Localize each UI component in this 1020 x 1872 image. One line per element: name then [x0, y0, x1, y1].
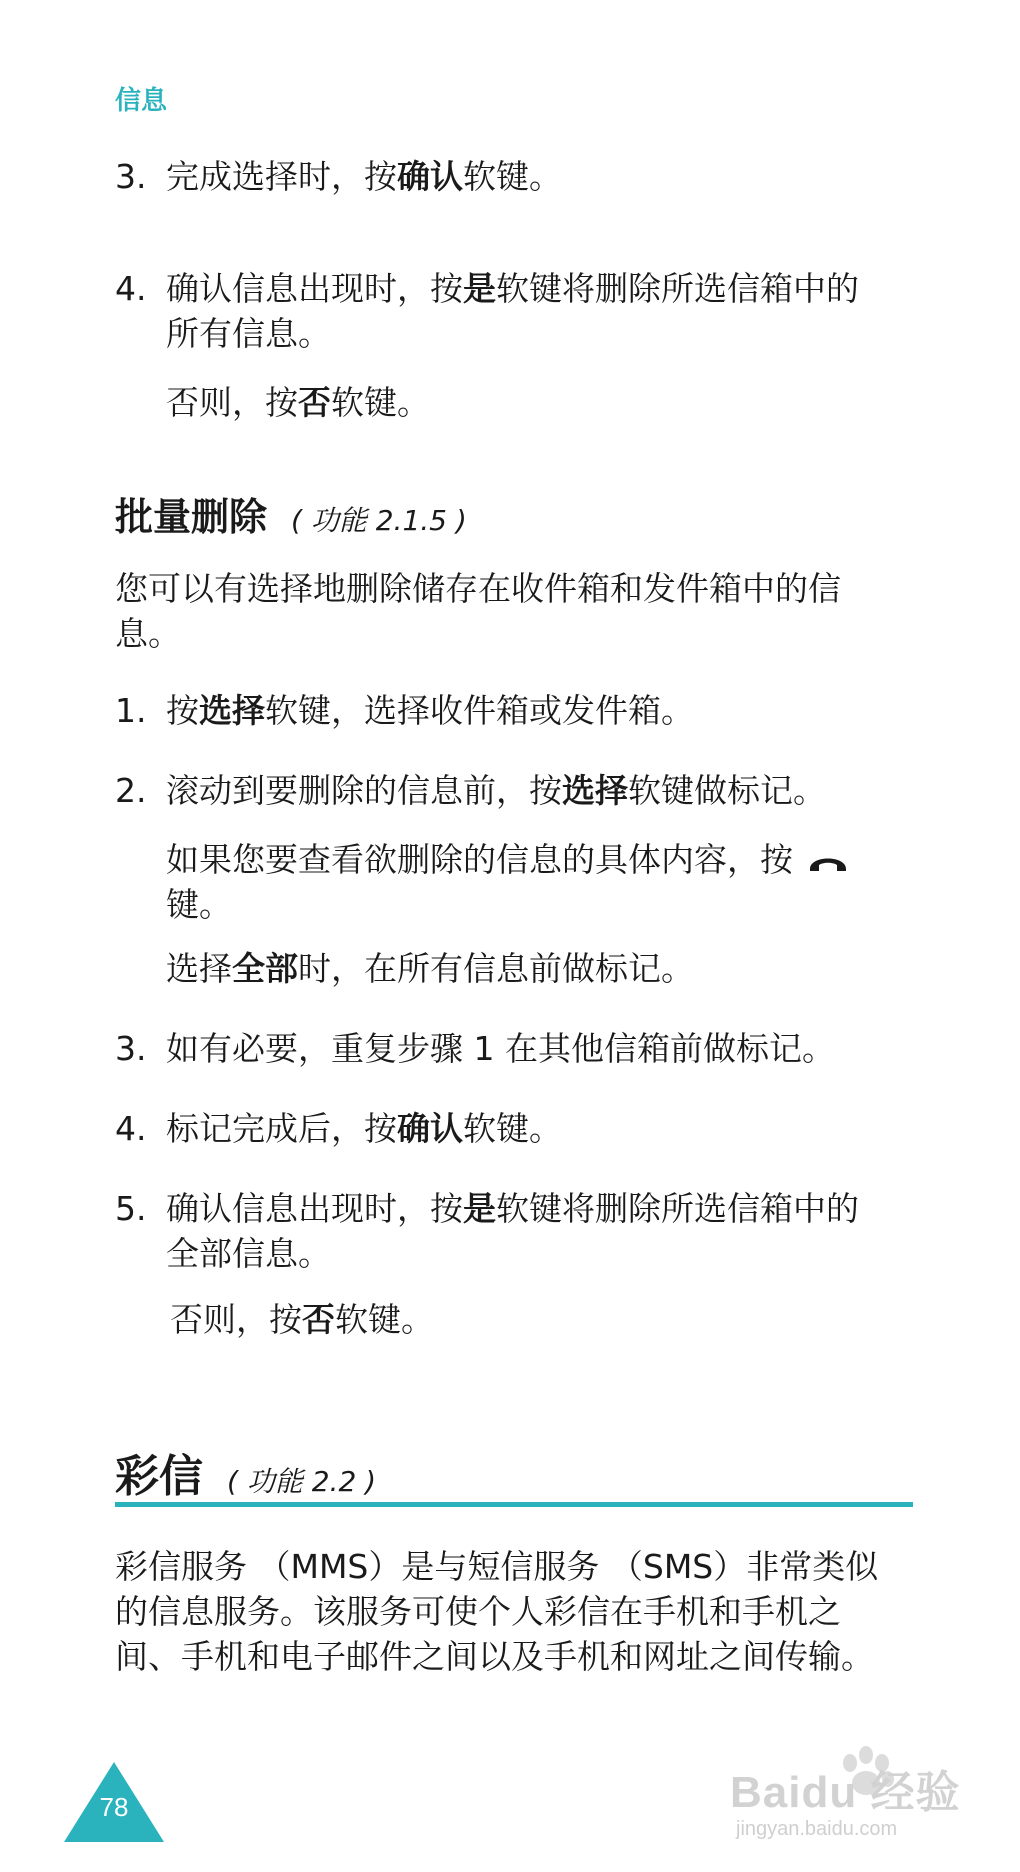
watermark-url: jingyan.baidu.com	[736, 1818, 898, 1840]
step-text: 如有必要，重复步骤 1 在其他信箱前做标记。	[166, 1029, 835, 1068]
step-text: 按选择软键，选择收件箱或发件箱。	[166, 691, 694, 730]
section-divider	[115, 1502, 913, 1507]
step-text-cont: 所有信息。	[166, 314, 331, 353]
note-text: 否则，按否软键。	[166, 383, 430, 422]
watermark-brand: Baidu 经验	[730, 1768, 961, 1817]
step-text: 确认信息出现时，按是软键将删除所选信箱中的	[166, 269, 859, 308]
step-number: 1.	[115, 691, 147, 730]
step-number: 2.	[115, 771, 147, 810]
section-title-mms: 彩信 ( 功能 2.2 )	[115, 1451, 377, 1502]
step-number: 3.	[115, 1029, 147, 1068]
mms-text: 间、手机和电子邮件之间以及手机和网址之间传输。	[115, 1637, 874, 1676]
note-text-cont: 键。	[166, 885, 232, 924]
function-number: ( 功能 2.1.5 )	[291, 504, 467, 537]
step-number: 5.	[115, 1189, 147, 1228]
step-number: 4.	[115, 269, 147, 308]
step-text: 确认信息出现时，按是软键将删除所选信箱中的	[166, 1189, 859, 1228]
section-title-batch-delete: 批量删除 ( 功能 2.1.5 )	[115, 495, 467, 539]
step-text: 滚动到要删除的信息前，按选择软键做标记。	[166, 771, 826, 810]
step-text: 标记完成后，按确认软键。	[166, 1109, 562, 1148]
mms-text: 的信息服务。该服务可使个人彩信在手机和手机之	[115, 1592, 841, 1631]
function-number: ( 功能 2.2 )	[227, 1465, 377, 1498]
section-header: 信息	[115, 86, 168, 116]
step-number: 4.	[115, 1109, 147, 1148]
note-text: 否则，按否软键。	[170, 1300, 434, 1339]
note-text: 如果您要查看欲删除的信息的具体内容，按	[166, 837, 849, 884]
intro-text-cont: 息。	[115, 614, 181, 653]
step-text-cont: 全部信息。	[166, 1234, 331, 1273]
step-text: 完成选择时，按确认软键。	[166, 157, 562, 196]
phone-handset-icon	[807, 839, 849, 884]
mms-text: 彩信服务 （MMS）是与短信服务 （SMS）非常类似	[115, 1547, 879, 1586]
step-number: 3.	[115, 157, 147, 196]
page-number: 78	[99, 1792, 129, 1822]
note-text: 选择全部时，在所有信息前做标记。	[166, 949, 694, 988]
intro-text: 您可以有选择地删除储存在收件箱和发件箱中的信	[115, 569, 841, 608]
